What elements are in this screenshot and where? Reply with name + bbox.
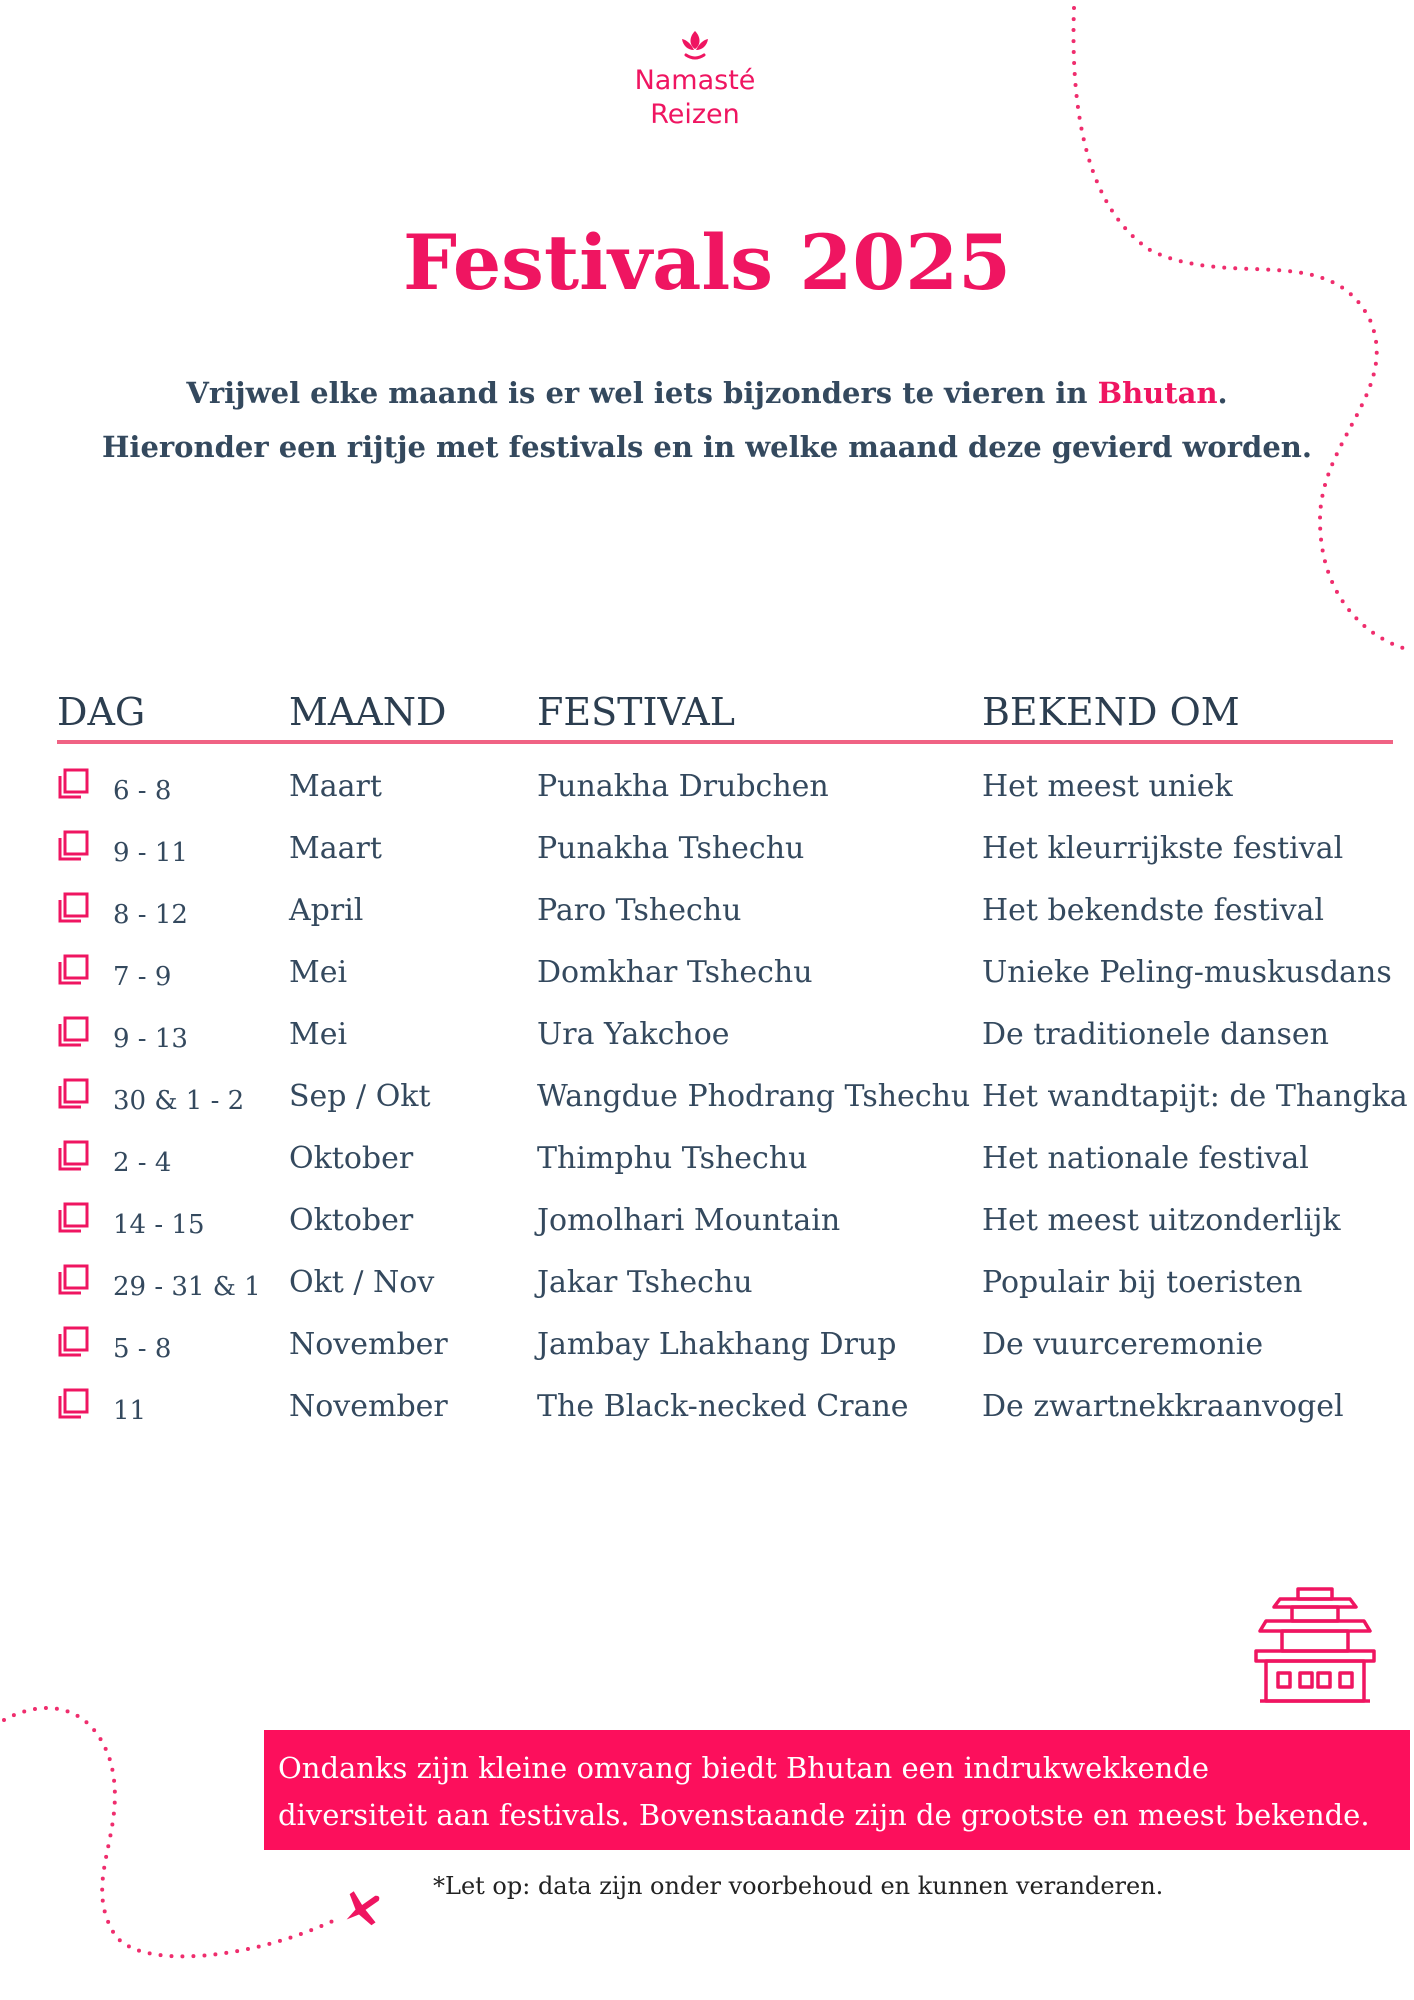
table-row bbox=[0, 827, 1414, 889]
table-row bbox=[0, 1199, 1414, 1261]
disclaimer-note: *Let op: data zijn onder voorbehoud en kunnen veranderen. bbox=[433, 1872, 1164, 1900]
table-row bbox=[0, 1075, 1414, 1137]
cell-festival: Ura Yakchoe bbox=[537, 1017, 730, 1052]
cell-festival: Thimphu Tshechu bbox=[537, 1141, 808, 1176]
intro-line-1-end: . bbox=[1217, 376, 1228, 410]
table-row bbox=[0, 1013, 1414, 1075]
cell-maand: April bbox=[289, 893, 364, 928]
cell-maand: Mei bbox=[289, 1017, 348, 1052]
cell-bekend-om: Het meest uniek bbox=[982, 769, 1233, 804]
intro-text bbox=[0, 366, 1414, 474]
logo-text-line2: Reizen bbox=[650, 99, 740, 130]
header-maand: MAAND bbox=[289, 690, 447, 734]
cell-bekend-om: Unieke Peling-muskusdans bbox=[982, 955, 1392, 990]
cell-maand: November bbox=[289, 1389, 448, 1424]
cell-festival: Domkhar Tshechu bbox=[537, 955, 813, 990]
lotus-icon bbox=[677, 28, 713, 64]
table-row bbox=[0, 889, 1414, 951]
cell-bekend-om: De zwartnekkraanvogel bbox=[982, 1389, 1344, 1424]
table-row bbox=[0, 1137, 1414, 1199]
cell-festival: Punakha Tshechu bbox=[537, 831, 805, 866]
header-bekend-om: BEKEND OM bbox=[982, 690, 1240, 734]
cell-festival: Wangdue Phodrang Tshechu bbox=[537, 1079, 971, 1114]
cell-festival: Jomolhari Mountain bbox=[537, 1203, 841, 1238]
cell-dag: 9 - 11 bbox=[113, 838, 188, 868]
cell-maand: Maart bbox=[289, 769, 382, 804]
cell-maand: November bbox=[289, 1327, 448, 1362]
checkbox-icon[interactable] bbox=[56, 1263, 90, 1301]
cell-bekend-om: Het meest uitzonderlijk bbox=[982, 1203, 1341, 1238]
intro-highlight-bhutan: Bhutan bbox=[1097, 376, 1218, 410]
header-dag: DAG bbox=[57, 690, 146, 734]
banner-line-2: diversiteit aan festivals. Bovenstaande zijn de grootste en meest bekende. bbox=[278, 1798, 1370, 1832]
table-row bbox=[0, 1385, 1414, 1447]
temple-icon bbox=[1252, 1585, 1378, 1711]
cell-bekend-om: De traditionele dansen bbox=[982, 1017, 1329, 1052]
page-title: Festivals 2025 bbox=[403, 218, 1011, 307]
festival-table-body bbox=[0, 765, 1414, 1447]
checkbox-icon[interactable] bbox=[56, 953, 90, 991]
airplane-icon bbox=[340, 1885, 386, 1931]
cell-dag: 2 - 4 bbox=[113, 1148, 172, 1178]
cell-dag: 11 bbox=[113, 1396, 147, 1426]
cell-festival: Jakar Tshechu bbox=[537, 1265, 753, 1300]
checkbox-icon[interactable] bbox=[56, 829, 90, 867]
logo-text-line1: Namasté bbox=[634, 65, 756, 96]
intro-line-1-start: Vrijwel elke maand is er wel iets bijzonders te vieren in bbox=[186, 376, 1098, 410]
info-banner bbox=[264, 1730, 1410, 1850]
checkbox-icon[interactable] bbox=[56, 1015, 90, 1053]
table-row bbox=[0, 1323, 1414, 1385]
cell-maand: Maart bbox=[289, 831, 382, 866]
table-row bbox=[0, 1261, 1414, 1323]
cell-maand: Mei bbox=[289, 955, 348, 990]
cell-maand: Oktober bbox=[289, 1141, 414, 1176]
cell-dag: 5 - 8 bbox=[113, 1334, 172, 1364]
checkbox-icon[interactable] bbox=[56, 1387, 90, 1425]
cell-maand: Sep / Okt bbox=[289, 1079, 431, 1114]
checkbox-icon[interactable] bbox=[56, 767, 90, 805]
checkbox-icon[interactable] bbox=[56, 1201, 90, 1239]
cell-festival: Jambay Lhakhang Drup bbox=[537, 1327, 897, 1362]
cell-bekend-om: Het kleurrijkste festival bbox=[982, 831, 1344, 866]
cell-dag: 14 - 15 bbox=[113, 1210, 205, 1240]
checkbox-icon[interactable] bbox=[56, 1325, 90, 1363]
cell-festival: Punakha Drubchen bbox=[537, 769, 829, 804]
intro-line-2: Hieronder een rijtje met festivals en in welke maand deze gevierd worden. bbox=[102, 430, 1312, 464]
cell-maand: Oktober bbox=[289, 1203, 414, 1238]
cell-festival: The Black-necked Crane bbox=[537, 1389, 909, 1424]
cell-bekend-om: Het wandtapijt: de Thangka bbox=[982, 1079, 1408, 1114]
cell-dag: 6 - 8 bbox=[113, 776, 172, 806]
cell-dag: 7 - 9 bbox=[113, 962, 172, 992]
banner-line-1: Ondanks zijn kleine omvang biedt Bhutan een indrukwekkende bbox=[278, 1751, 1210, 1785]
cell-dag: 29 - 31 & 1 bbox=[113, 1272, 261, 1302]
cell-bekend-om: De vuurceremonie bbox=[982, 1327, 1264, 1362]
cell-bekend-om: Populair bij toeristen bbox=[982, 1265, 1303, 1300]
intro-line-1 bbox=[0, 366, 1414, 420]
cell-dag: 9 - 13 bbox=[113, 1024, 188, 1054]
checkbox-icon[interactable] bbox=[56, 1139, 90, 1177]
cell-dag: 8 - 12 bbox=[113, 900, 188, 930]
checkbox-icon[interactable] bbox=[56, 1077, 90, 1115]
cell-dag: 30 & 1 - 2 bbox=[113, 1086, 245, 1116]
table-row bbox=[0, 951, 1414, 1013]
logo bbox=[590, 28, 800, 132]
header-divider bbox=[57, 740, 1393, 744]
cell-festival: Paro Tshechu bbox=[537, 893, 742, 928]
checkbox-icon[interactable] bbox=[56, 891, 90, 929]
cell-bekend-om: Het bekendste festival bbox=[982, 893, 1324, 928]
table-row bbox=[0, 765, 1414, 827]
header-festival: FESTIVAL bbox=[537, 690, 736, 734]
cell-maand: Okt / Nov bbox=[289, 1265, 435, 1300]
cell-bekend-om: Het nationale festival bbox=[982, 1141, 1309, 1176]
